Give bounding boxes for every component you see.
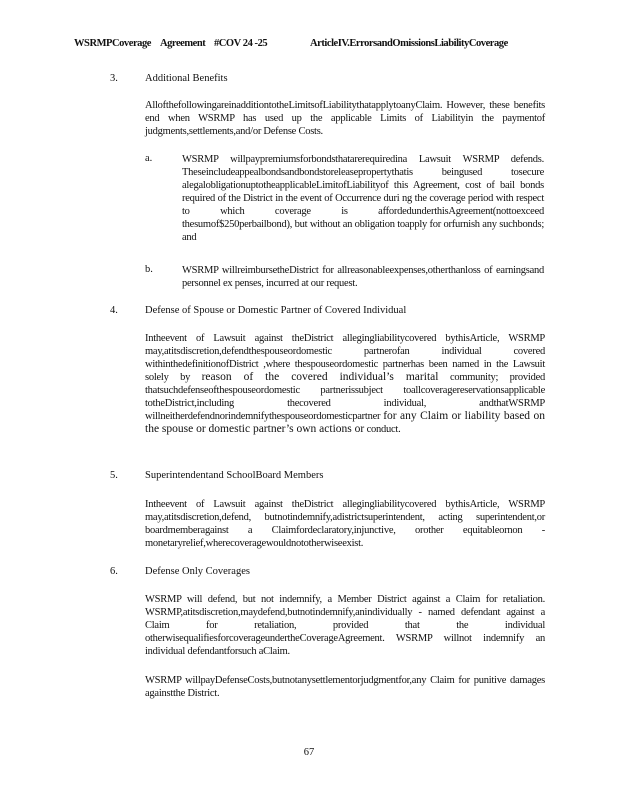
paragraph: WSRMP will defend, but not indemnify, a Member District against a Claim for retaliation. WSRMP,atitsdiscretion,maydefend,butnotindemnify,anindividually - named defendant against a Claim for retaliation, provided that the individual otherwisequalifiesforcoverageundertheCoverageAgreement. WSRMP willnot indemnify an individual defendantforsuch aClaim. [145, 594, 545, 657]
section-title: Defense of Spouse or Domestic Partner of Covered Individual [145, 305, 407, 316]
section-title: Superintendentand SchoolBoard Members [145, 470, 324, 481]
section-number: 4. [110, 305, 118, 316]
section-number: 6. [110, 566, 118, 577]
paragraph-text-emphasis: for any Claim or liability based on the spouse or domestic partner’s own actions or [145, 410, 545, 435]
paragraph-text: community; provided thatsuchdefenseofthespouseordomestic partnerissubject toallcoveragereservationsapplicable totheDistrict,including thecovered individual, andthatWSRMP willneitherdefendnorindemnifythespouseordomesticpartner [145, 372, 545, 422]
subitem-text: WSRMP willpaypremiumsforbondsthatarerequiredina Lawsuit WSRMP defends. Theseincludeappealbondsandbondstoreleasepropertythatis beingused tosecure alegalobligationuptotheapplicableLimitofLiabilityof this Agreement, cost of bail bonds required of the District in the event of Occurrence duri ng the coverage period with respect to which coverage is affordedunderthisAgreement(nottoexceed thesumof$250perbailbond), but without an obligation toapply for orfurnish any suchbonds; and [182, 154, 544, 243]
paragraph: Intheevent of Lawsuit against theDistrict allegingliabilitycovered bythisArticle, WSRMP may,atitsdiscretion,defend, butnotindemnify,adistrictsuperintendent, acting superintendent,or boardmemberagainst a Claimfordeclaratory,injunctive, orother equitableornon -monetaryrelief,wherecoveragewouldnototherwiseexist. [145, 499, 545, 549]
header-left: WSRMPCoverage [74, 38, 151, 49]
header-agreement: Agreement [160, 38, 206, 49]
section-number: 5. [110, 470, 118, 481]
paragraph-text-emphasis: reason of the covered individual’s marital [201, 371, 439, 383]
paragraph [145, 332, 545, 436]
section-number: 3. [110, 73, 118, 84]
header-code: #COV 24 -25 [214, 38, 268, 49]
subitem-text: WSRMP willreimbursetheDistrict for allreasonableexpenses,otherthanloss of earningsand personnel ex penses, incurred at our request. [182, 265, 544, 289]
section-title: Defense Only Coverages [145, 566, 250, 577]
paragraph: WSRMP willpayDefenseCosts,butnotanysettlementorjudgmentfor,any Claim for punitive damages againstthe District. [145, 675, 545, 699]
paragraph: AllofthefollowingareinadditiontotheLimitsofLiabilitythatapplytoanyClaim. However, these benefits end when WSRMP has used up the applicable Limits of Liabilityin the paymentof judgments,settlements,and/or Defense Costs. [145, 100, 545, 137]
paragraph-text: Intheevent of Lawsuit against theDistrict allegingliabilitycovered bythisArticle, WSRMP may,atitsdiscretion,defendthespouseordomestic partnerofan individual covered withinthedefinitionofDistrict ,where thespouseordomestic partnerhas been named in the Lawsuit solely by [145, 333, 545, 383]
page-number: 67 [303, 747, 315, 758]
paragraph-text: conduct. [366, 424, 401, 435]
subitem-letter: b. [145, 264, 153, 275]
section-title: Additional Benefits [145, 73, 228, 84]
header-article: ArticleIV.ErrorsandOmissionsLiabilityCoverage [310, 38, 508, 49]
subitem-letter: a. [145, 153, 153, 164]
